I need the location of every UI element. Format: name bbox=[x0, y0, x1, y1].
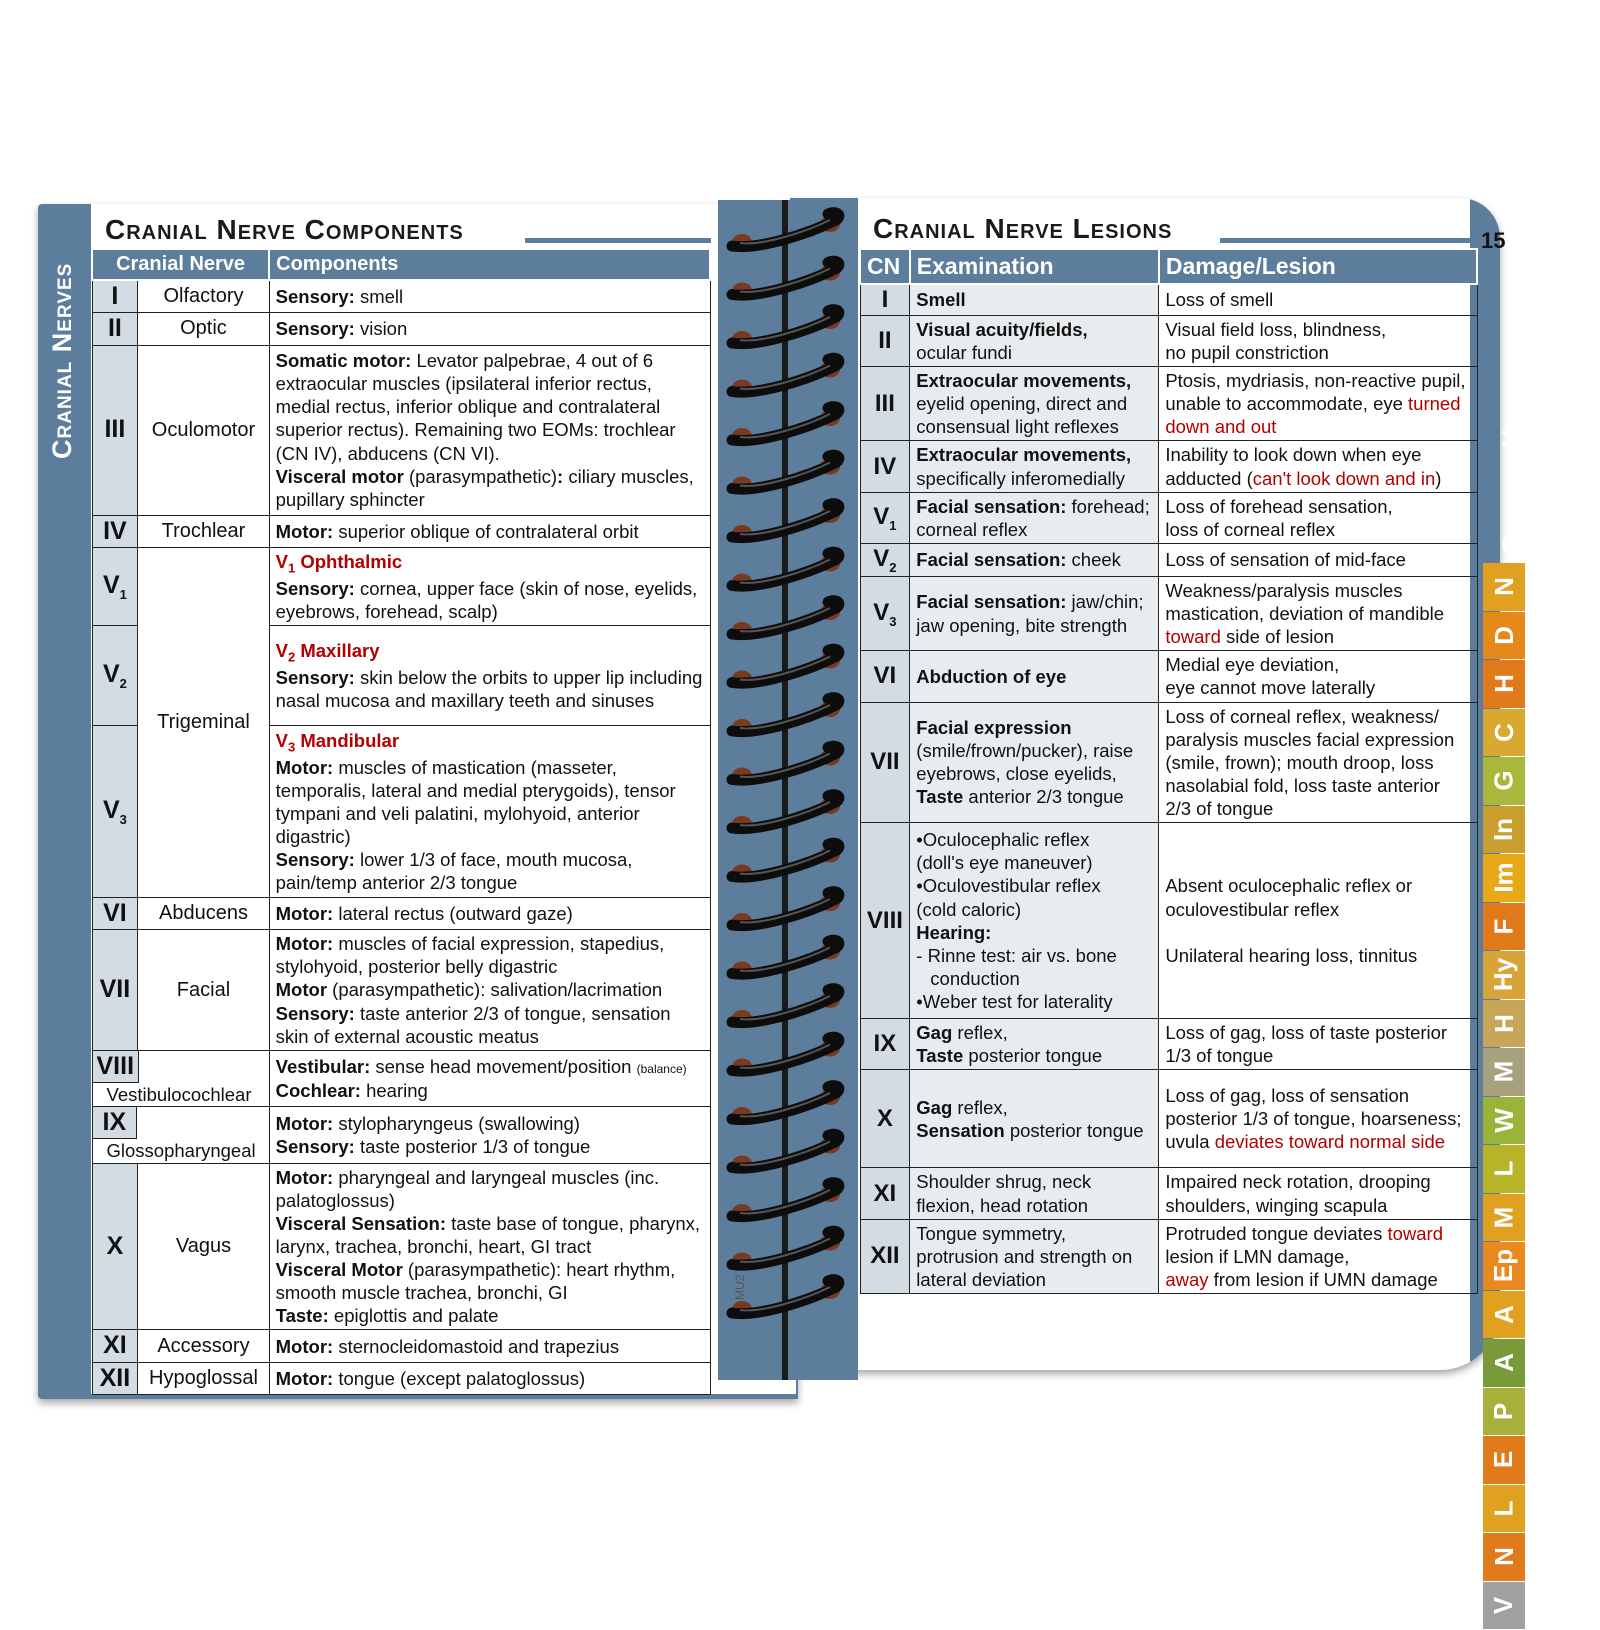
index-tab[interactable] bbox=[1483, 1485, 1525, 1533]
index-tab[interactable] bbox=[1483, 1533, 1525, 1581]
table-row bbox=[92, 1107, 710, 1163]
exam-cell: Facial sensation: forehead; corneal reflex bbox=[910, 492, 1159, 543]
index-tab-label: W bbox=[1488, 1107, 1519, 1133]
table-row bbox=[860, 315, 1477, 366]
cn-numeral: VI bbox=[92, 897, 138, 929]
cn-numeral: $V_1$ bbox=[860, 492, 910, 543]
exam-cell: Gag reflex, Taste posterior tongue bbox=[910, 1019, 1159, 1070]
table-row bbox=[92, 1330, 710, 1362]
cn-numeral: II bbox=[860, 315, 910, 366]
index-tab[interactable] bbox=[1483, 1339, 1525, 1387]
index-tab-label: A bbox=[1488, 1353, 1519, 1373]
index-tab[interactable] bbox=[1483, 660, 1525, 708]
component-cell: Sensory: vision bbox=[269, 313, 710, 345]
exam-cell: Extraocular movements, eyelid opening, direct and consensual light reflexes bbox=[910, 367, 1159, 441]
left-side-tab-label: Cranial Nerves bbox=[47, 262, 77, 459]
index-tab[interactable] bbox=[1483, 757, 1525, 805]
table-row bbox=[92, 515, 710, 547]
index-tab[interactable] bbox=[1483, 709, 1525, 757]
index-tab-label: H bbox=[1488, 1013, 1519, 1033]
cn-numeral: VIII bbox=[93, 1051, 140, 1083]
index-tab-label: D bbox=[1488, 625, 1519, 645]
component-cell: Motor: muscles of facial expression, stapedius, stylohyoid, posterior belly digastric Motor (parasympathetic): salivation/lacrimation Sensory: taste anterior 2/3 of tongue, sensation skin of external acoustic meatus bbox=[269, 930, 710, 1051]
exam-cell: Abduction of eye bbox=[910, 651, 1159, 702]
exam-cell: Visual acuity/fields, ocular fundi bbox=[910, 315, 1159, 366]
index-tab[interactable] bbox=[1483, 1194, 1525, 1242]
index-tab-label: L bbox=[1488, 1160, 1519, 1177]
component-cell: Motor: pharyngeal and laryngeal muscles (inc. palatoglossus) Visceral Sensation: taste base of tongue, pharynx, larynx, trachea, bronchi, heart, GI tract Visceral Motor (parasympathetic): heart rhythm, smooth muscle trachea, bronchi, GI Taste: epiglottis and palate bbox=[269, 1163, 710, 1330]
col-header-damage: Damage/Lesion bbox=[1159, 249, 1477, 284]
index-tab-label: F bbox=[1488, 918, 1519, 935]
component-cell: Motor: stylopharyngeus (swallowing) Sensory: taste posterior 1/3 of tongue bbox=[269, 1107, 710, 1163]
table-row bbox=[860, 1019, 1477, 1070]
nerve-name: Trigeminal bbox=[138, 547, 269, 897]
table-row bbox=[860, 702, 1477, 823]
index-tab[interactable] bbox=[1483, 1388, 1525, 1436]
component-cell: Vestibular: sense head movement/position (balance) Cochlear: hearing bbox=[269, 1050, 710, 1106]
index-tab[interactable] bbox=[1483, 1097, 1525, 1145]
index-tab[interactable] bbox=[1483, 1582, 1525, 1630]
lesions-table bbox=[859, 248, 1478, 1294]
cn-numeral: $V_3$ bbox=[92, 725, 138, 897]
nerve-name: Accessory bbox=[138, 1330, 269, 1362]
title-rule bbox=[525, 238, 711, 243]
cn-numeral: IV bbox=[92, 515, 138, 547]
index-tab-label: In bbox=[1488, 817, 1519, 841]
cn-numeral: IX bbox=[93, 1107, 138, 1139]
page-number: 15 bbox=[1481, 228, 1506, 253]
index-tab[interactable] bbox=[1483, 854, 1525, 902]
index-tab-label: N bbox=[1488, 577, 1519, 597]
exam-cell: Facial sensation: cheek bbox=[910, 543, 1159, 576]
nerve-cell bbox=[92, 1050, 269, 1106]
right-page-title: Cranial Nerve Lesions bbox=[873, 213, 1173, 244]
component-cell: Sensory: smell bbox=[269, 280, 710, 313]
component-cell: $V_1$ Ophthalmic Sensory: cornea, upper face (skin of nose, eyelids, eyebrows, forehead, scalp) bbox=[269, 547, 710, 625]
table-row bbox=[92, 1050, 710, 1106]
table-row bbox=[860, 1070, 1477, 1168]
index-tab-label: P bbox=[1488, 1402, 1519, 1420]
cn-numeral: XII bbox=[860, 1219, 910, 1293]
exam-cell: Facial sensation: jaw/chin; jaw opening, bite strength bbox=[910, 576, 1159, 650]
damage-cell: Ptosis, mydriasis, non-reactive pupil, unable to accommodate, eye turned down and out bbox=[1159, 367, 1477, 441]
table-row bbox=[860, 1168, 1477, 1219]
component-cell: Somatic motor: Levator palpebrae, 4 out of 6 extraocular muscles (ipsilateral inferior rectus, medial rectus, inferior oblique and contralateral superior rectus). Remaining two EOMs: trochlear (CN IV), abducens (CN VI). Visceral motor (parasympathetic): ciliary muscles, pupillary sphincter bbox=[269, 345, 710, 515]
damage-cell: Impaired neck rotation, drooping shoulders, winging scapula bbox=[1159, 1168, 1477, 1219]
cn-numeral: III bbox=[860, 367, 910, 441]
nerve-name: Oculomotor bbox=[138, 345, 269, 515]
nerve-name: Facial bbox=[138, 930, 269, 1051]
index-tab[interactable] bbox=[1483, 1436, 1525, 1484]
cn-numeral: III bbox=[92, 345, 138, 515]
left-side-tab[interactable] bbox=[38, 216, 88, 566]
index-tabs bbox=[1483, 563, 1525, 1630]
cn-numeral: $V_1$ bbox=[92, 547, 138, 625]
cn-numeral: IV bbox=[860, 441, 910, 492]
nerve-name: Hypoglossal bbox=[138, 1362, 269, 1394]
exam-cell: Extraocular movements, specifically inferomedially bbox=[910, 441, 1159, 492]
table-row bbox=[92, 930, 710, 1051]
nerve-name: Abducens bbox=[138, 897, 269, 929]
index-tab[interactable] bbox=[1483, 1000, 1525, 1048]
index-tab[interactable] bbox=[1483, 563, 1525, 611]
col-header-exam: Examination bbox=[910, 249, 1159, 284]
damage-cell: Loss of corneal reflex, weakness/ paralysis muscles facial expression (smile, frown); mouth droop, loss nasolabial fold, loss taste anterior 2/3 of tongue bbox=[1159, 702, 1477, 823]
component-cell: $V_3$ Mandibular Motor: muscles of mastication (masseter, temporalis, lateral and medial pterygoids), tensor tympani and veli palatini, mylohyoid, anterior digastric) Sensory: lower 1/3 of face, mouth mucosa, pain/temp anterior 2/3 tongue bbox=[269, 725, 710, 897]
index-tab-label: Ep bbox=[1488, 1249, 1519, 1283]
index-tab-label: V bbox=[1488, 1596, 1519, 1614]
index-tab[interactable] bbox=[1483, 1242, 1525, 1290]
component-cell: Motor: superior oblique of contralateral orbit bbox=[269, 515, 710, 547]
title-rule bbox=[1220, 238, 1478, 243]
index-tab[interactable] bbox=[1483, 951, 1525, 999]
cn-numeral: II bbox=[92, 313, 138, 345]
component-cell: $V_2$ Maxillary Sensory: skin below the orbits to upper lip including nasal mucosa and maxillary teeth and sinuses bbox=[269, 625, 710, 725]
cn-numeral: I bbox=[860, 284, 910, 316]
index-tab-label: Hy bbox=[1488, 958, 1519, 992]
damage-cell: Medial eye deviation, eye cannot move laterally bbox=[1159, 651, 1477, 702]
damage-cell: Loss of gag, loss of taste posterior 1/3 of tongue bbox=[1159, 1019, 1477, 1070]
cn-numeral: IX bbox=[860, 1019, 910, 1070]
table-row bbox=[92, 313, 710, 345]
table-row bbox=[860, 367, 1477, 441]
cn-numeral: VII bbox=[860, 702, 910, 823]
index-tab-label: E bbox=[1488, 1451, 1519, 1469]
index-tab-label: A bbox=[1488, 1304, 1519, 1324]
table-row bbox=[92, 547, 710, 625]
index-tab-label: C bbox=[1488, 722, 1519, 742]
damage-cell: Visual field loss, blindness, no pupil constriction bbox=[1159, 315, 1477, 366]
table-row bbox=[860, 651, 1477, 702]
nerve-cell bbox=[92, 1107, 269, 1163]
table-row bbox=[92, 345, 710, 515]
table-row bbox=[860, 441, 1477, 492]
exam-cell: Tongue symmetry, protrusion and strength on lateral deviation bbox=[910, 1219, 1159, 1293]
damage-cell: Loss of sensation of mid-face bbox=[1159, 543, 1477, 576]
spiral-binding bbox=[718, 200, 858, 1380]
index-tab-label: L bbox=[1488, 1500, 1519, 1517]
damage-cell: Weakness/paralysis muscles mastication, deviation of mandible toward side of lesion bbox=[1159, 576, 1477, 650]
cn-numeral: $V_3$ bbox=[860, 576, 910, 650]
component-cell: Motor: sternocleidomastoid and trapezius bbox=[269, 1330, 710, 1362]
damage-cell: Loss of gag, loss of sensation posterior 1/3 of tongue, hoarseness; uvula deviates toward normal side bbox=[1159, 1070, 1477, 1168]
exam-cell: Gag reflex, Sensation posterior tongue bbox=[910, 1070, 1159, 1168]
cn-numeral: XII bbox=[92, 1362, 138, 1394]
index-tab[interactable] bbox=[1483, 1145, 1525, 1193]
cn-numeral: X bbox=[92, 1163, 138, 1330]
cn-numeral: X bbox=[860, 1070, 910, 1168]
cn-numeral: VIII bbox=[860, 823, 910, 1019]
index-tab-label: H bbox=[1488, 674, 1519, 694]
damage-cell: Loss of forehead sensation, loss of corneal reflex bbox=[1159, 492, 1477, 543]
left-page-title: Cranial Nerve Components bbox=[105, 214, 464, 245]
index-tab-label: N bbox=[1488, 1547, 1519, 1567]
table-row bbox=[860, 543, 1477, 576]
cn-numeral: $V_2$ bbox=[860, 543, 910, 576]
damage-cell: Protruded tongue deviates toward lesion if LMN damage, away from lesion if UMN damage bbox=[1159, 1219, 1477, 1293]
index-tab-label: G bbox=[1488, 770, 1519, 791]
nerve-name: Olfactory bbox=[138, 280, 269, 313]
table-row bbox=[860, 284, 1477, 316]
index-tab-label: M bbox=[1488, 1060, 1519, 1083]
nerve-name: Trochlear bbox=[138, 515, 269, 547]
col-header-nerve: Cranial Nerve bbox=[92, 249, 269, 280]
table-row bbox=[92, 1163, 710, 1330]
table-row bbox=[860, 492, 1477, 543]
col-header-components: Components bbox=[269, 249, 710, 280]
nerve-name: Vestibulocochlear bbox=[106, 1084, 252, 1106]
table-row bbox=[92, 1362, 710, 1394]
exam-cell: •Oculocephalic reflex (doll's eye maneuver) •Oculovestibular reflex (cold caloric) Hearing: - Rinne test: air vs. bone conduction •Weber test for laterality bbox=[910, 823, 1159, 1019]
index-tab[interactable] bbox=[1483, 612, 1525, 660]
cn-numeral: VII bbox=[92, 930, 138, 1051]
index-tab[interactable] bbox=[1483, 903, 1525, 951]
component-cell: Motor: tongue (except palatoglossus) bbox=[269, 1362, 710, 1394]
damage-cell: Inability to look down when eye adducted (can't look down and in) bbox=[1159, 441, 1477, 492]
cn-numeral: $V_2$ bbox=[92, 625, 138, 725]
table-row bbox=[860, 1219, 1477, 1293]
exam-cell: Smell bbox=[910, 284, 1159, 316]
nerve-name: Glossopharyngeal bbox=[106, 1140, 256, 1162]
component-cell: Motor: lateral rectus (outward gaze) bbox=[269, 897, 710, 929]
index-tab[interactable] bbox=[1483, 806, 1525, 854]
cn-numeral: VI bbox=[860, 651, 910, 702]
nerve-name: Vagus bbox=[138, 1163, 269, 1330]
damage-cell: Absent oculocephalic reflex or oculovestibular reflex Unilateral hearing loss, tinnitus bbox=[1159, 823, 1477, 1019]
components-table bbox=[91, 248, 711, 1395]
gutter-code: MU2 bbox=[733, 1274, 747, 1300]
cn-numeral: XI bbox=[92, 1330, 138, 1362]
index-tab-label: Im bbox=[1488, 862, 1519, 893]
table-row bbox=[860, 576, 1477, 650]
table-row bbox=[92, 897, 710, 929]
damage-cell: Loss of smell bbox=[1159, 284, 1477, 316]
cn-numeral: XI bbox=[860, 1168, 910, 1219]
exam-cell: Shoulder shrug, neck flexion, head rotation bbox=[910, 1168, 1159, 1219]
table-row bbox=[860, 823, 1477, 1019]
index-tab[interactable] bbox=[1483, 1291, 1525, 1339]
index-tab[interactable] bbox=[1483, 1048, 1525, 1096]
nerve-name: Optic bbox=[138, 313, 269, 345]
table-row bbox=[92, 280, 710, 313]
exam-cell: Facial expression (smile/frown/pucker), raise eyebrows, close eyelids, Taste anterior 2/3 tongue bbox=[910, 702, 1159, 823]
index-tab-label: M bbox=[1488, 1206, 1519, 1229]
col-header-cn: CN bbox=[860, 249, 910, 284]
right-side-title: Cranial Nerves bbox=[1497, 358, 1527, 555]
cn-numeral: I bbox=[92, 280, 138, 313]
